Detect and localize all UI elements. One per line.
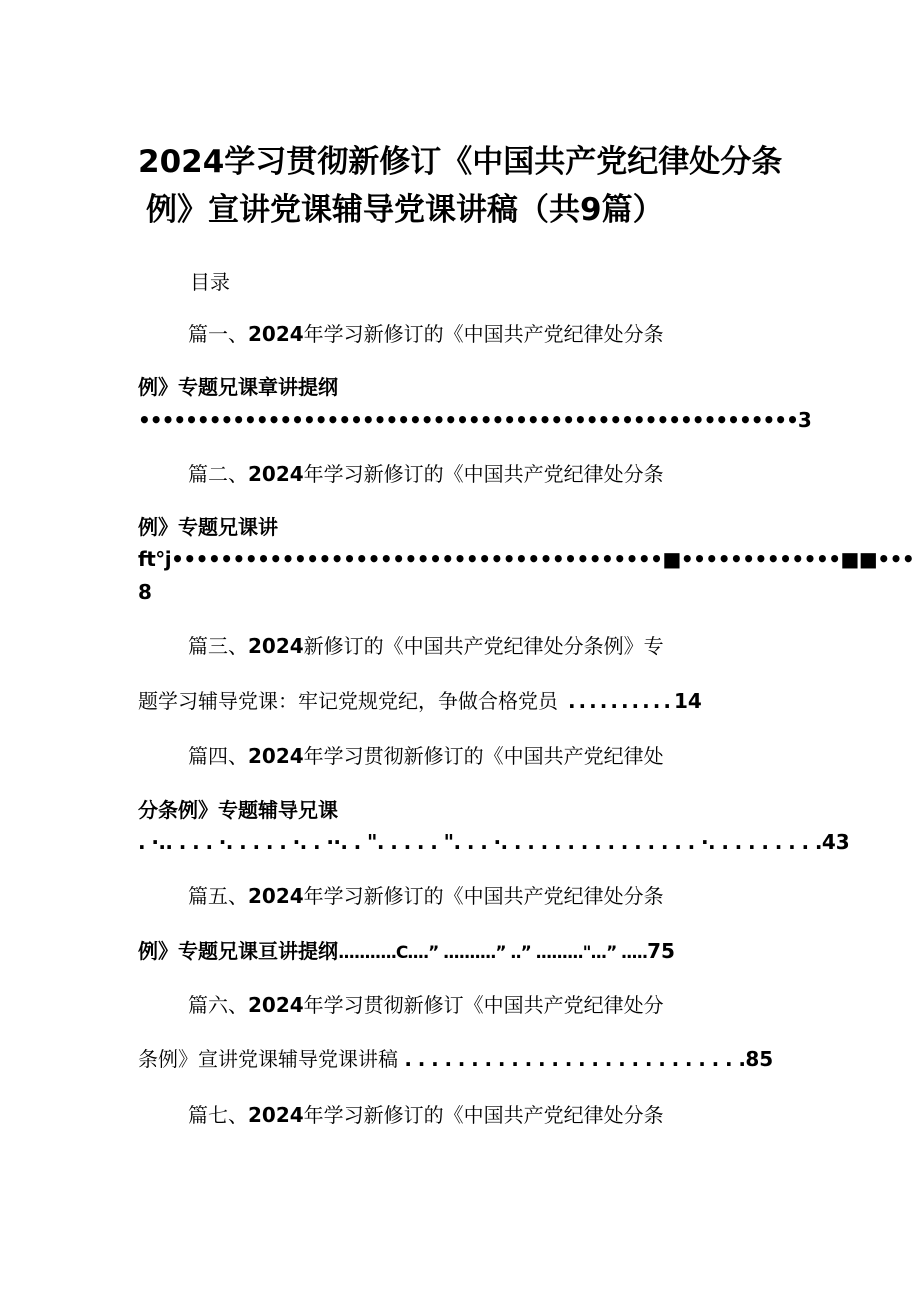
entry-1-page-number: 3: [797, 408, 812, 432]
entry-5-subtitle: 例》专题兄课亘讲提纲: [138, 939, 338, 963]
entry-3-prefix: 篇三、: [188, 634, 248, 658]
document-title-line1: 2024学习贯彻新修订《中国共产党纪律处分条: [138, 144, 783, 180]
entry-3-subtitle: 题学习辅导党课：牢记党规党纪，争做合格党员: [138, 689, 558, 713]
entry-6-dot-leader: . . . . . . . . . . . . . . . . . . . . . . . . . .: [398, 1047, 746, 1071]
toc-entry-4-line2[interactable]: 分条例》专题辅导兄课: [138, 798, 338, 822]
toc-entry-6-line1[interactable]: [188, 991, 664, 1019]
toc-entry-1-line2[interactable]: 例》专题兄课章讲提纲: [138, 375, 338, 399]
entry-6-year: 2024: [248, 993, 304, 1017]
entry-5-year: 2024: [248, 884, 304, 908]
entry-5-dot-leader: ...........C....” ..........” ..” ........."...” .....: [338, 943, 648, 963]
toc-entry-3-line1[interactable]: [188, 632, 664, 660]
entry-4-prefix: 篇四、: [188, 744, 248, 768]
entry-1-prefix: 篇一、: [188, 322, 248, 346]
entry-2-year: 2024: [248, 462, 304, 486]
entry-3-dot-leader: ..........: [558, 689, 674, 713]
entry-6-title-rest: 年学习贯彻新修订《中国共产党纪律处分: [303, 993, 664, 1017]
entry-7-title-rest: 年学习新修订的《中国共产党纪律处分条: [303, 1103, 664, 1127]
entry-5-page-number: 75: [647, 939, 675, 963]
entry-4-page-number: 43: [821, 830, 850, 854]
entry-6-prefix: 篇六、: [188, 993, 248, 1017]
entry-1-dot-leader: ••••••••••••••••••••••••••••••••••••••••••••••••••••••••: [138, 408, 798, 432]
toc-entry-3-line2[interactable]: [138, 687, 702, 715]
entry-7-prefix: 篇七、: [188, 1103, 248, 1127]
toc-entry-2-line1[interactable]: [188, 460, 664, 488]
toc-entry-1-line1[interactable]: [188, 320, 664, 348]
entry-7-year: 2024: [248, 1103, 304, 1127]
entry-3-year: 2024: [248, 634, 304, 658]
entry-1-title-rest: 年学习新修订的《中国共产党纪律处分条: [303, 322, 664, 346]
toc-entry-6-line2[interactable]: [138, 1045, 773, 1073]
entry-6-subtitle: 条例》宣讲党课辅导党课讲稿: [138, 1047, 398, 1071]
entry-4-dot-leader: . ·.. . . . ·. . . . . ·. . ··. . ". . . . . ". . . ·. . . . . . . . . . . . . . . ·. . . . . . . . .: [138, 830, 822, 854]
entry-3-title-rest: 新修订的《中国共产党纪律处分条例》专: [303, 634, 664, 658]
toc-entry-5-line1[interactable]: [188, 882, 664, 910]
entry-2-title-rest: 年学习新修订的《中国共产党纪律处分条: [303, 462, 664, 486]
entry-2-page-number[interactable]: 8: [138, 580, 152, 604]
toc-entry-7-line1[interactable]: [188, 1101, 664, 1129]
entry-5-title-rest: 年学习新修订的《中国共产党纪律处分条: [303, 884, 664, 908]
entry-1-year: 2024: [248, 322, 304, 346]
toc-entry-4-leader-row[interactable]: [138, 828, 850, 856]
toc-entry-1-leader-row[interactable]: [138, 406, 812, 434]
toc-entry-2-line2[interactable]: 例》专题兄课讲: [138, 515, 278, 539]
toc-entry-5-line2[interactable]: [138, 937, 675, 967]
entry-4-year: 2024: [248, 744, 304, 768]
toc-heading: 目录: [190, 270, 230, 294]
entry-4-title-rest: 年学习贯彻新修订的《中国共产党纪律处: [303, 744, 664, 768]
toc-entry-2-leader-row[interactable]: ft°j••••••••••••••••••••••••••••••••••••••••■•••••••••••••■■•••: [138, 547, 915, 571]
entry-5-prefix: 篇五、: [188, 884, 248, 908]
toc-entry-4-line1[interactable]: [188, 742, 664, 770]
document-title-line2: 例》宣讲党课辅导党课讲稿（共9篇）: [146, 192, 664, 228]
entry-6-page-number: 85: [745, 1047, 774, 1071]
entry-2-prefix: 篇二、: [188, 462, 248, 486]
entry-3-page-number: 14: [673, 689, 702, 713]
